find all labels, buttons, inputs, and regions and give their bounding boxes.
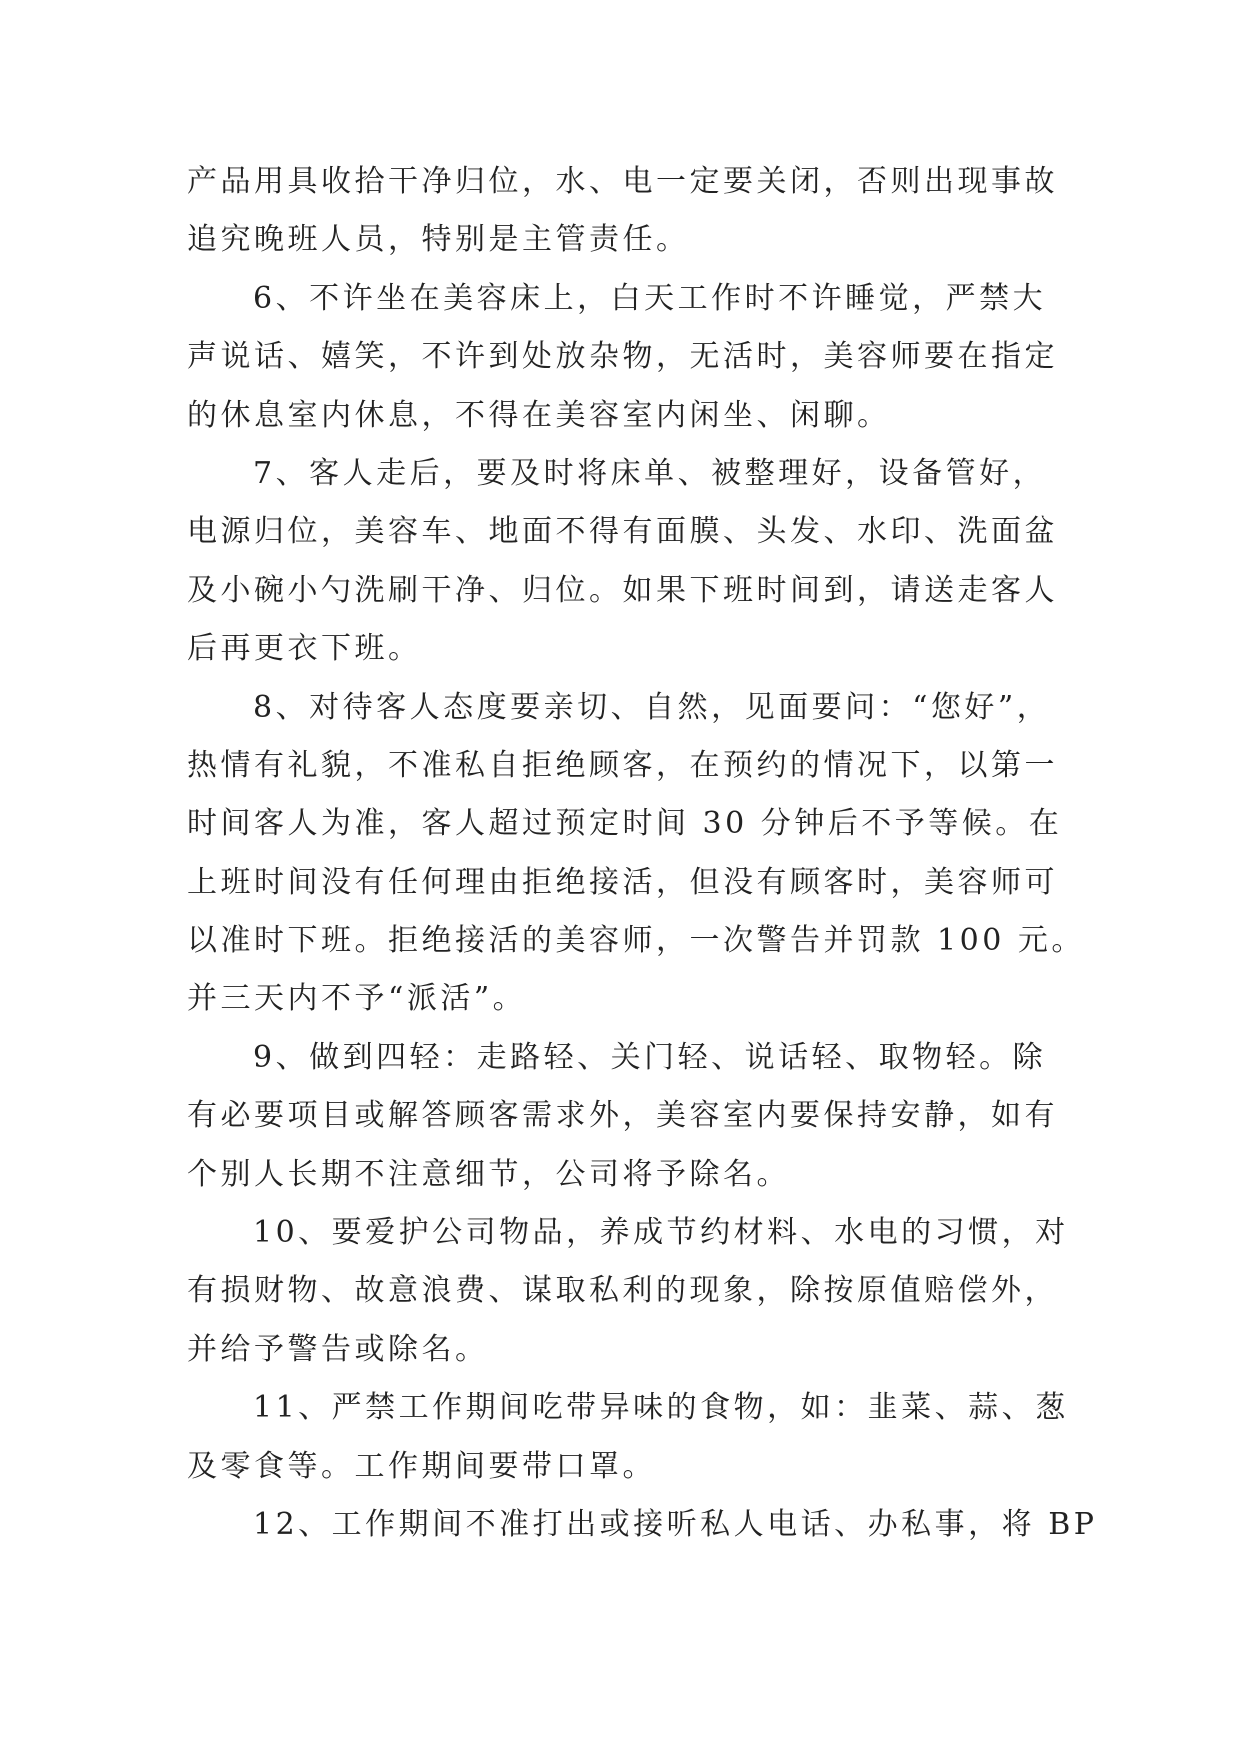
paragraph-rule-10 <box>187 1204 1067 1379</box>
text-line: 有必要项目或解答顾客需求外，美容室内要保持安静，如有 <box>187 1098 1058 1134</box>
text-line: 及零食等。工作期间要带口罩。 <box>187 1448 656 1484</box>
document-body <box>187 153 1098 1554</box>
text-line: 7、客人走后，要及时将床单、被整理好，设备管好， <box>253 455 1047 491</box>
paragraph-rule-11 <box>187 1379 1067 1496</box>
text-line: 的休息室内休息，不得在美容室内闲坐、闲聊。 <box>187 397 891 433</box>
text-line: 上班时间没有任何理由拒绝接活，但没有顾客时，美容师可 <box>187 864 1058 900</box>
text-line: 11、严禁工作期间吃带异味的食物，如：韭菜、蒜、葱 <box>253 1390 1069 1426</box>
text-line: 追究晚班人员，特别是主管责任。 <box>187 222 690 258</box>
text-line: 9、做到四轻：走路轻、关门轻、说话轻、取物轻。除 <box>253 1039 1047 1075</box>
text-line: 10、要爱护公司物品，养成节约材料、水电的习惯，对 <box>253 1215 1069 1251</box>
text-line: 12、工作期间不准打出或接听私人电话、办私事，将 BP <box>253 1506 1098 1542</box>
text-line: 电源归位，美容车、地面不得有面膜、头发、水印、洗面盆 <box>187 514 1058 550</box>
text-line: 以准时下班。拒绝接活的美容师，一次警告并罚款 100 元。 <box>187 923 1085 959</box>
text-line: 8、对待客人态度要亲切、自然，见面要问：“您好”， <box>253 689 1051 725</box>
paragraph-rule-9 <box>187 1029 1067 1204</box>
paragraph-rule-8 <box>187 679 1085 1029</box>
text-line: 热情有礼貌，不准私自拒绝顾客，在预约的情况下，以第一 <box>187 747 1058 783</box>
text-line: 时间客人为准，客人超过预定时间 30 分钟后不予等候。在 <box>187 806 1063 842</box>
paragraph-continued <box>187 153 1067 270</box>
text-line: 产品用具收拾干净归位，水、电一定要关闭，否则出现事故 <box>187 164 1058 199</box>
paragraph-rule-7 <box>187 445 1067 679</box>
paragraph-rule-6 <box>187 270 1067 445</box>
paragraph-rule-12 <box>187 1496 1098 1554</box>
text-line: 后再更衣下班。 <box>187 631 422 667</box>
text-line: 并给予警告或除名。 <box>187 1331 489 1367</box>
text-line: 声说话、嬉笑，不许到处放杂物，无活时，美容师要在指定 <box>187 339 1058 375</box>
text-line: 个别人长期不注意细节，公司将予除名。 <box>187 1156 790 1192</box>
text-line: 并三天内不予“派活”。 <box>187 981 527 1017</box>
text-line: 有损财物、故意浪费、谋取私利的现象，除按原值赔偿外， <box>187 1273 1058 1309</box>
text-line: 及小碗小勺洗刷干净、归位。如果下班时间到，请送走客人 <box>187 572 1058 608</box>
text-line: 6、不许坐在美容床上，白天工作时不许睡觉，严禁大 <box>253 280 1047 316</box>
